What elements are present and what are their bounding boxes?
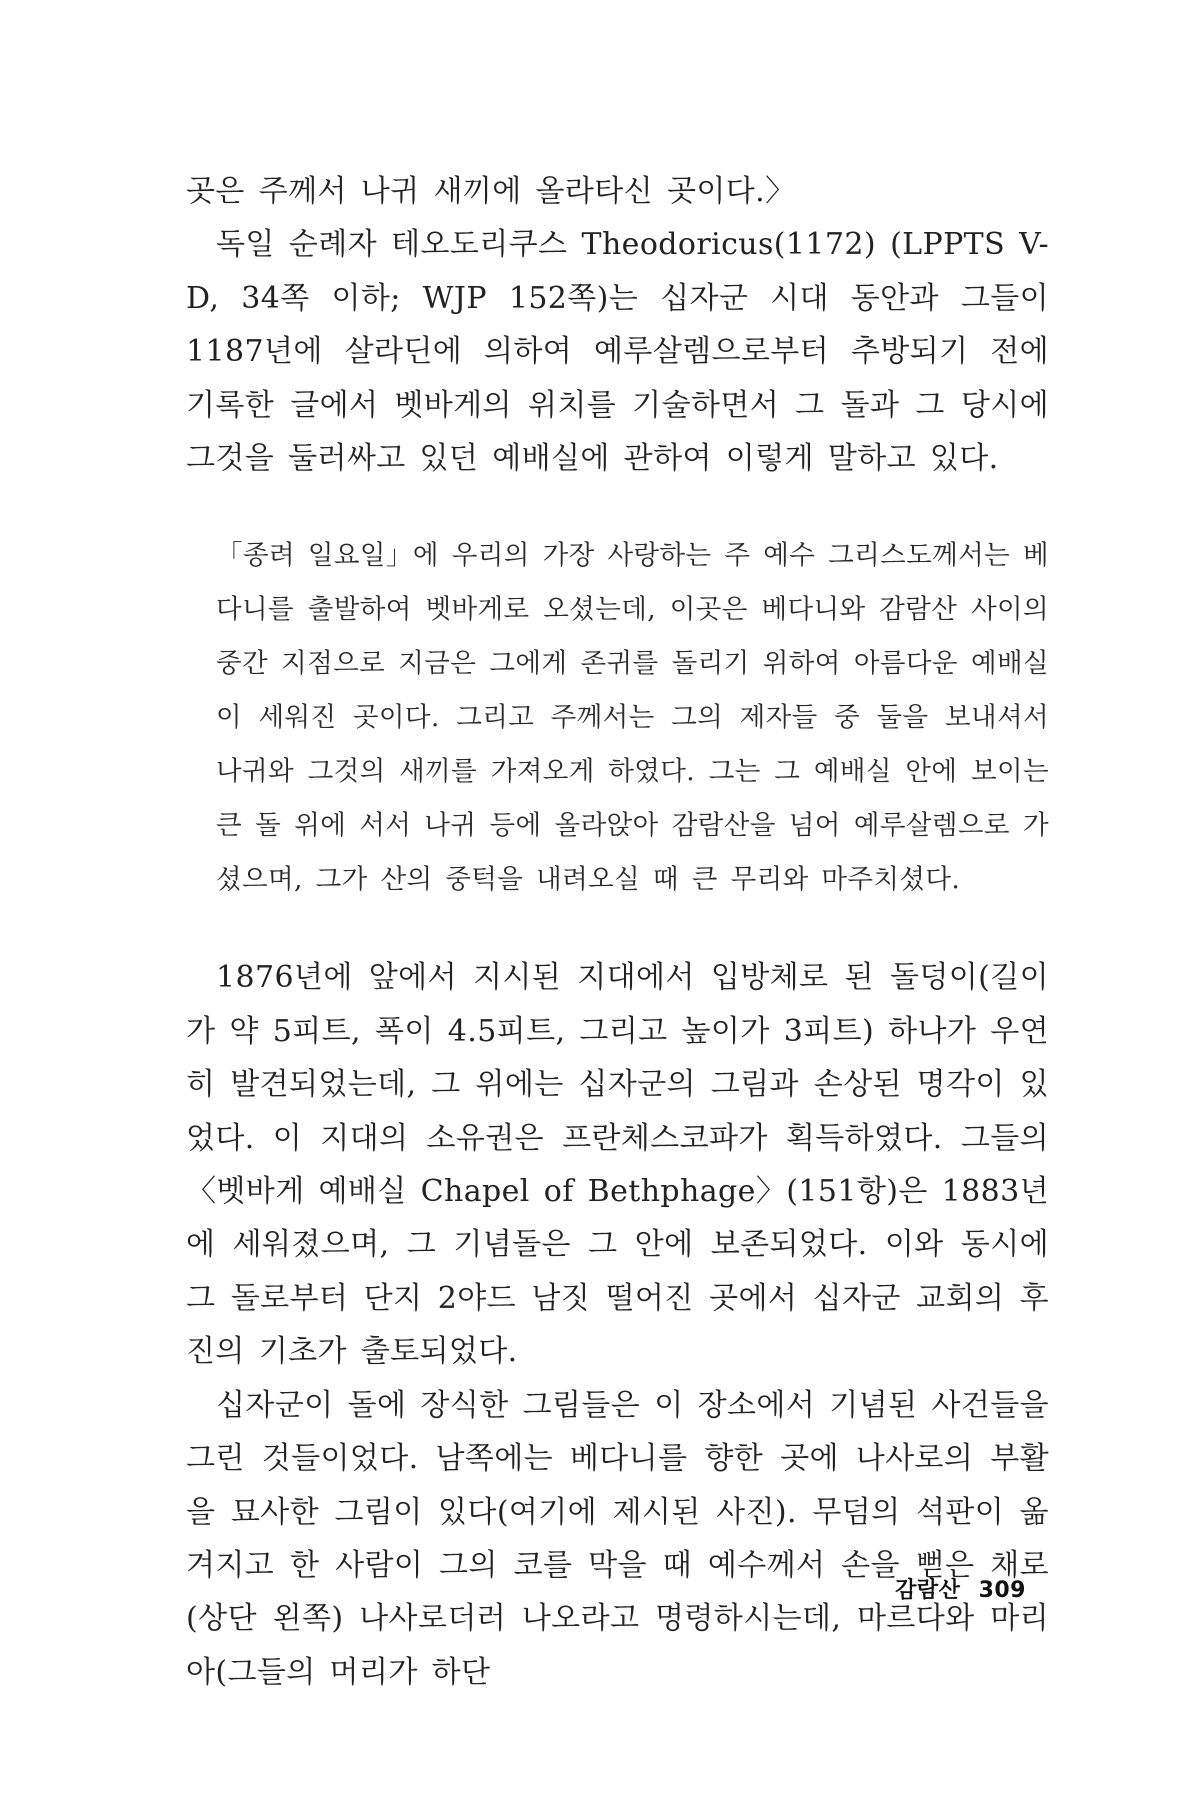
- paragraph-discovery: 1876년에 앞에서 지시된 지대에서 입방체로 된 돌덩이(길이가 약 5피트, 폭이 4.5피트, 그리고 높이가 3피트) 하나가 우연히 발견되었는데, 그 위에는 십자군의 그림과 손상된 명각이 있었다. 이 지대의 소유권은 프란체스코파가 획득하였다. 그들의 〈벳바게 예배실 Chapel of Bethphage〉(151항)은 1883년에 세워졌으며, 그 기념돌은 그 안에 보존되었다. 이와 동시에 그 돌로부터 단지 2야드 남짓 떨어진 곳에서 십자군 교회의 후진의 기초가 출토되었다.: [186, 960, 1049, 1370]
- block-quote: 「종려 일요일」에 우리의 가장 사랑하는 주 예수 그리스도께서는 베다니를 출발하여 벳바게로 오셨는데, 이곳은 베다니와 감람산 사이의 중간 지점으로 지금은 그에게 존귀를 돌리기 위하여 아름다운 예배실이 세워진 곳이다. 그리고 주께서는 그의 제자들 중 둘을 보내셔서 나귀와 그것의 새끼를 가져오게 하였다. 그는 그 예배실 안에 보이는 큰 돌 위에 서서 나귀 등에 올라앉아 감람산을 넘어 예루살렘으로 가셨으며, 그가 산의 중턱을 내려오실 때 큰 무리와 마주치셨다.: [216, 540, 1049, 896]
- running-section-title: 감람산: [895, 1578, 961, 1603]
- paragraph-theodoricus: 독일 순례자 테오도리쿠스 Theodoricus(1172) (LPPTS V-D, 34쪽 이하; WJP 152쪽)는 십자군 시대 동안과 그들이 1187년에 살라딘에 의하여 예루살렘으로부터 추방되기 전에 기록한 글에서 벳바게의 위치를 기술하면서 그 돌과 그 당시에 그것을 둘러싸고 있던 예배실에 관하여 이렇게 말하고 있다.: [186, 227, 1049, 477]
- page-footer: [895, 1573, 1026, 1604]
- page-number: 309: [978, 1578, 1026, 1603]
- paragraph-paintings: 십자군이 돌에 장식한 그림들은 이 장소에서 기념된 사건들을 그린 것들이었다. 남쪽에는 베다니를 향한 곳에 나사로의 부활을 묘사한 그림이 있다(여기에 제시된 사진). 무덤의 석판이 옮겨지고 한 사람이 그의 코를 막을 때 예수께서 손을 뻗은 채로(상단 왼쪽) 나사로더러 나오라고 명령하시는데, 마르다와 마리아(그들의 머리가 하단: [186, 1387, 1049, 1690]
- paragraph-continued: 곳은 주께서 나귀 새끼에 올라타신 곳이다.〉: [186, 174, 796, 209]
- page-body: [186, 165, 1049, 1699]
